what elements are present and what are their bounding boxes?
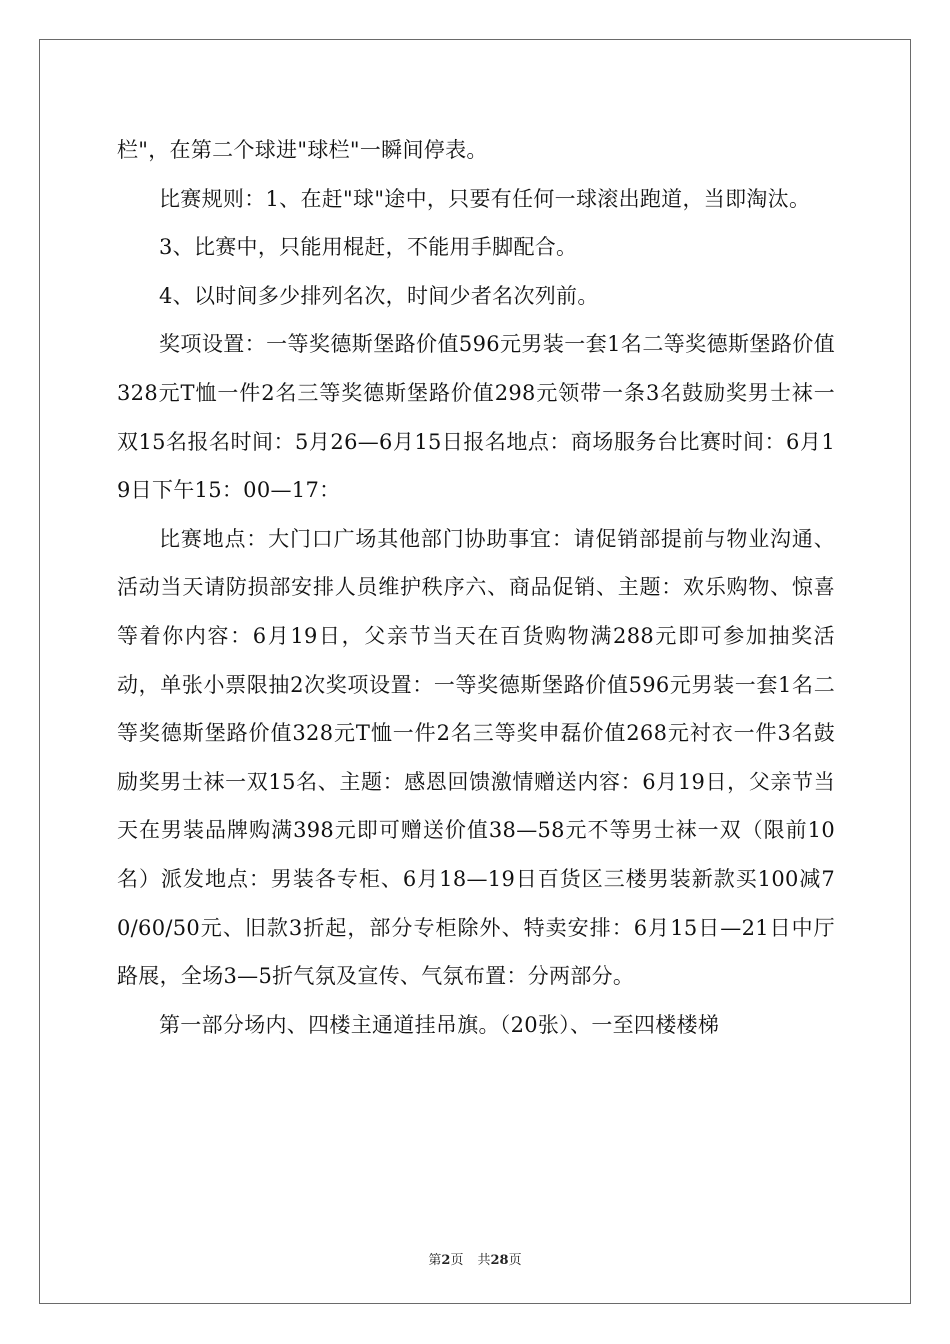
paragraph-rule-3: 3、比赛中，只能用棍赶，不能用手脚配合。 xyxy=(159,235,578,260)
paragraph-rules: 比赛规则：1、在赶"球"途中，只要有任何一球滚出跑道，当即淘汰。 xyxy=(159,186,811,211)
paragraph-rule-4: 4、以时间多少排列名次，时间少者名次列前。 xyxy=(159,283,599,308)
paragraph-venue-promotions: 比赛地点：大门口广场其他部门协助事宜：请促销部提前与物业沟通、活动当天请防损部安排人员维护秩序六、商品促销、主题：欢乐购物、惊喜等着你内容：6月19日，父亲节当天在百货购物满288元即可参加抽奖活动，单张小票限抽2次奖项设置：一等奖德斯堡路价值596元男装一套1名二等奖德斯堡路价值328元T恤一件2名三等奖申磊价值268元衬衣一件3名鼓励奖男士袜一双15名、主题：感恩回馈激情赠送内容：6月19日，父亲节当天在男装品牌购满398元即可赠送价值38—58元不等男士袜一双（限前10名）派发地点：男装各专柜、6月18—19日百货区三楼男装新款买100减70/60/50元、旧款3折起，部分专柜除外、特卖安排：6月15日—21日中厅路展，全场3—5折气氛及宣传、气氛布置：分两部分。 xyxy=(117,526,835,989)
paragraph-decoration: 第一部分场内、四楼主通道挂吊旗。（20张）、一至四楼楼梯 xyxy=(159,1012,720,1037)
footer-page-prefix: 第 xyxy=(428,1253,442,1268)
page-footer xyxy=(0,1249,950,1268)
footer-total-suffix: 页 xyxy=(508,1253,522,1268)
paragraph-continuation: 栏"，在第二个球进"球栏"一瞬间停表。 xyxy=(117,138,488,162)
footer-total-prefix: 共 xyxy=(477,1253,491,1268)
footer-total-pages: 28 xyxy=(490,1253,509,1268)
footer-page-number: 2 xyxy=(441,1253,451,1268)
document-body xyxy=(117,126,835,1049)
paragraph-awards: 奖项设置：一等奖德斯堡路价值596元男装一套1名二等奖德斯堡路价值328元T恤一件2名三等奖德斯堡路价值298元领带一条3名鼓励奖男士袜一双15名报名时间：5月26—6月15日报名地点：商场服务台比赛时间：6月19日下午15：00—17： xyxy=(117,332,835,503)
footer-page-suffix: 页 xyxy=(450,1253,464,1268)
